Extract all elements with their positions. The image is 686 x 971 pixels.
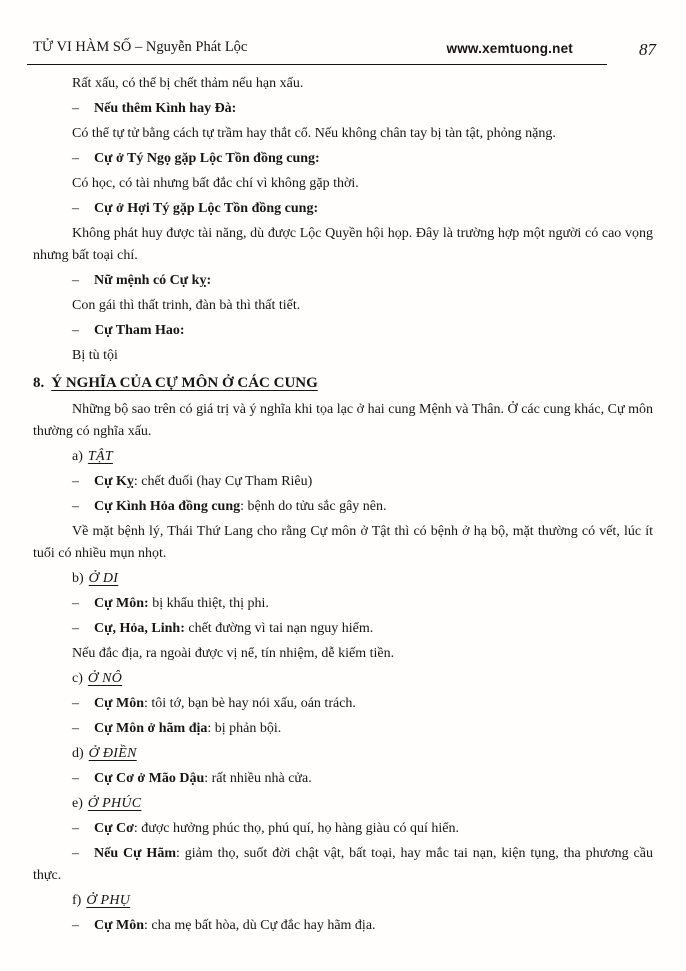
bullet-item [33, 270, 653, 292]
section-title: Ở PHÚC [87, 796, 142, 811]
bullet-dash: – [72, 151, 79, 166]
bullet-label: Cự ở Hợi Tý gặp Lộc Tồn đồng cung: [94, 201, 319, 216]
section-heading [33, 793, 653, 815]
bullet-label: Cự Môn [94, 696, 145, 711]
bullet-text: : bệnh do tửu sắc gây nên. [240, 499, 387, 514]
bullet-dash: – [72, 499, 79, 514]
paragraph: Bị tù tội [72, 348, 118, 363]
paragraph: Con gái thì thất trinh, đàn bà thì thất tiết. [72, 298, 301, 313]
bullet-dash: – [72, 918, 79, 933]
header-book-title: TỬ VI HÀM SỐ – Nguyễn Phát Lộc [33, 39, 248, 55]
bullet-label: Cự, Hỏa, Linh: [94, 621, 185, 636]
bullet-label: Cự Kình Hỏa đồng cung [94, 499, 241, 514]
bullet-item [33, 496, 653, 518]
bullet-dash: – [72, 101, 79, 116]
section-heading [33, 446, 653, 468]
bullet-label: Cự ở Tý Ngọ gặp Lộc Tồn đồng cung: [94, 151, 320, 166]
bullet-text: : rất nhiều nhà cửa. [204, 771, 312, 786]
bullet-text: : cha mẹ bất hòa, dù Cự đắc hay hãm địa. [144, 918, 376, 933]
bullet-text: bị khẩu thiệt, thị phi. [148, 596, 269, 611]
bullet-dash: – [72, 596, 79, 611]
bullet-item [33, 768, 653, 790]
header-website: www.xemtuong.net [446, 41, 573, 56]
bullet-text: chết đường vì tai nạn nguy hiểm. [184, 621, 374, 636]
paragraph: Có học, có tài nhưng bất đắc chí vì không gặp thời. [72, 176, 359, 191]
section-letter: a) [72, 449, 83, 464]
bullet-dash: – [72, 474, 79, 489]
bullet-text: : bị phản bội. [207, 721, 282, 736]
section-letter: c) [72, 671, 83, 686]
paragraph: Rất xấu, có thể bị chết thảm nếu hạn xấu. [72, 76, 304, 91]
header-page-number: 87 [639, 40, 656, 59]
section-letter: b) [72, 571, 84, 586]
bullet-dash: – [72, 821, 79, 836]
bullet-item [33, 818, 653, 840]
bullet-dash: – [72, 201, 79, 216]
bullet-item [33, 593, 653, 615]
paragraph: Nếu đắc địa, ra ngoài được vị nể, tín nhiệm, dễ kiếm tiền. [72, 646, 395, 661]
bullet-dash: – [72, 721, 79, 736]
bullet-item [33, 915, 653, 937]
section-heading [33, 890, 653, 912]
chapter-heading [33, 372, 653, 394]
bullet-dash: – [72, 771, 79, 786]
bullet-text: : được hưởng phúc thọ, phú quí, họ hàng giàu có quí hiển. [133, 821, 459, 836]
section-heading [33, 668, 653, 690]
bullet-label: Cự Môn: [94, 596, 149, 611]
bullet-item [33, 718, 653, 740]
bullet-item [33, 320, 653, 342]
bullet-dash: – [72, 846, 79, 861]
bullet-label: Cự Môn [94, 918, 145, 933]
bullet-dash: – [72, 323, 79, 338]
bullet-text: : giảm thọ, suốt đời chật vật, bất toại, hay mắc tai nạn, kiện tụng, tha phương cầu thực. [33, 846, 653, 883]
bullet-dash: – [72, 273, 79, 288]
bullet-label: Nữ mệnh có Cự kỵ: [94, 273, 212, 288]
section-title: Ở ĐIỀN [88, 746, 137, 761]
section-heading [33, 743, 653, 765]
bullet-dash: – [72, 696, 79, 711]
section-title: Ở DI [88, 571, 119, 586]
section-letter: e) [72, 796, 83, 811]
bullet-item [33, 471, 653, 493]
section-letter: f) [72, 893, 82, 908]
page-content [33, 73, 653, 940]
paragraph: Những bộ sao trên có giá trị và ý nghĩa khi tọa lạc ở hai cung Mệnh và Thân. Ở các cung khác, Cự môn thường có nghĩa xấu. [33, 402, 653, 439]
bullet-label: Cự Tham Hao: [94, 323, 185, 338]
header-rule [27, 64, 607, 65]
bullet-label: Cự Kỵ [94, 474, 134, 489]
bullet-item [33, 148, 653, 170]
chapter-number: 8. [33, 375, 45, 391]
section-title: Ở PHỤ [86, 893, 131, 908]
section-title: Ở NÔ [87, 671, 123, 686]
bullet-text: : chết đuối (hay Cự Tham Riêu) [133, 474, 313, 489]
bullet-item [33, 618, 653, 640]
bullet-item [33, 198, 653, 220]
section-heading [33, 568, 653, 590]
paragraph: Về mặt bệnh lý, Thái Thứ Lang cho rằng Cự môn ở Tật thì có bệnh ở hạ bộ, mặt thường có vết, lúc ít tuổi có nhiều mụn nhọt. [33, 524, 653, 561]
bullet-label: Cự Cơ ở Mão Dậu [94, 771, 205, 786]
bullet-label: Cự Cơ [94, 821, 134, 836]
bullet-label: Nếu thêm Kình hay Đà: [94, 101, 237, 116]
section-title: TẬT [87, 449, 113, 464]
bullet-text: : tôi tớ, bạn bè hay nói xấu, oán trách. [144, 696, 356, 711]
bullet-label: Nếu Cự Hãm [94, 846, 176, 861]
section-letter: d) [72, 746, 84, 761]
chapter-title: Ý NGHĨA CỦA CỰ MÔN Ở CÁC CUNG [51, 375, 318, 391]
bullet-label: Cự Môn ở hãm địa [94, 721, 208, 736]
paragraph: Không phát huy được tài năng, dù được Lộc Quyền hội họp. Đây là trường hợp một người có cao vọng nhưng bất toại chí. [33, 226, 653, 263]
bullet-dash: – [72, 621, 79, 636]
bullet-item [33, 693, 653, 715]
paragraph: Có thể tự tử bằng cách tự trầm hay thắt cổ. Nếu không chân tay bị tàn tật, phỏng nặng. [72, 126, 556, 141]
bullet-item [33, 98, 653, 120]
bullet-item [33, 843, 653, 887]
